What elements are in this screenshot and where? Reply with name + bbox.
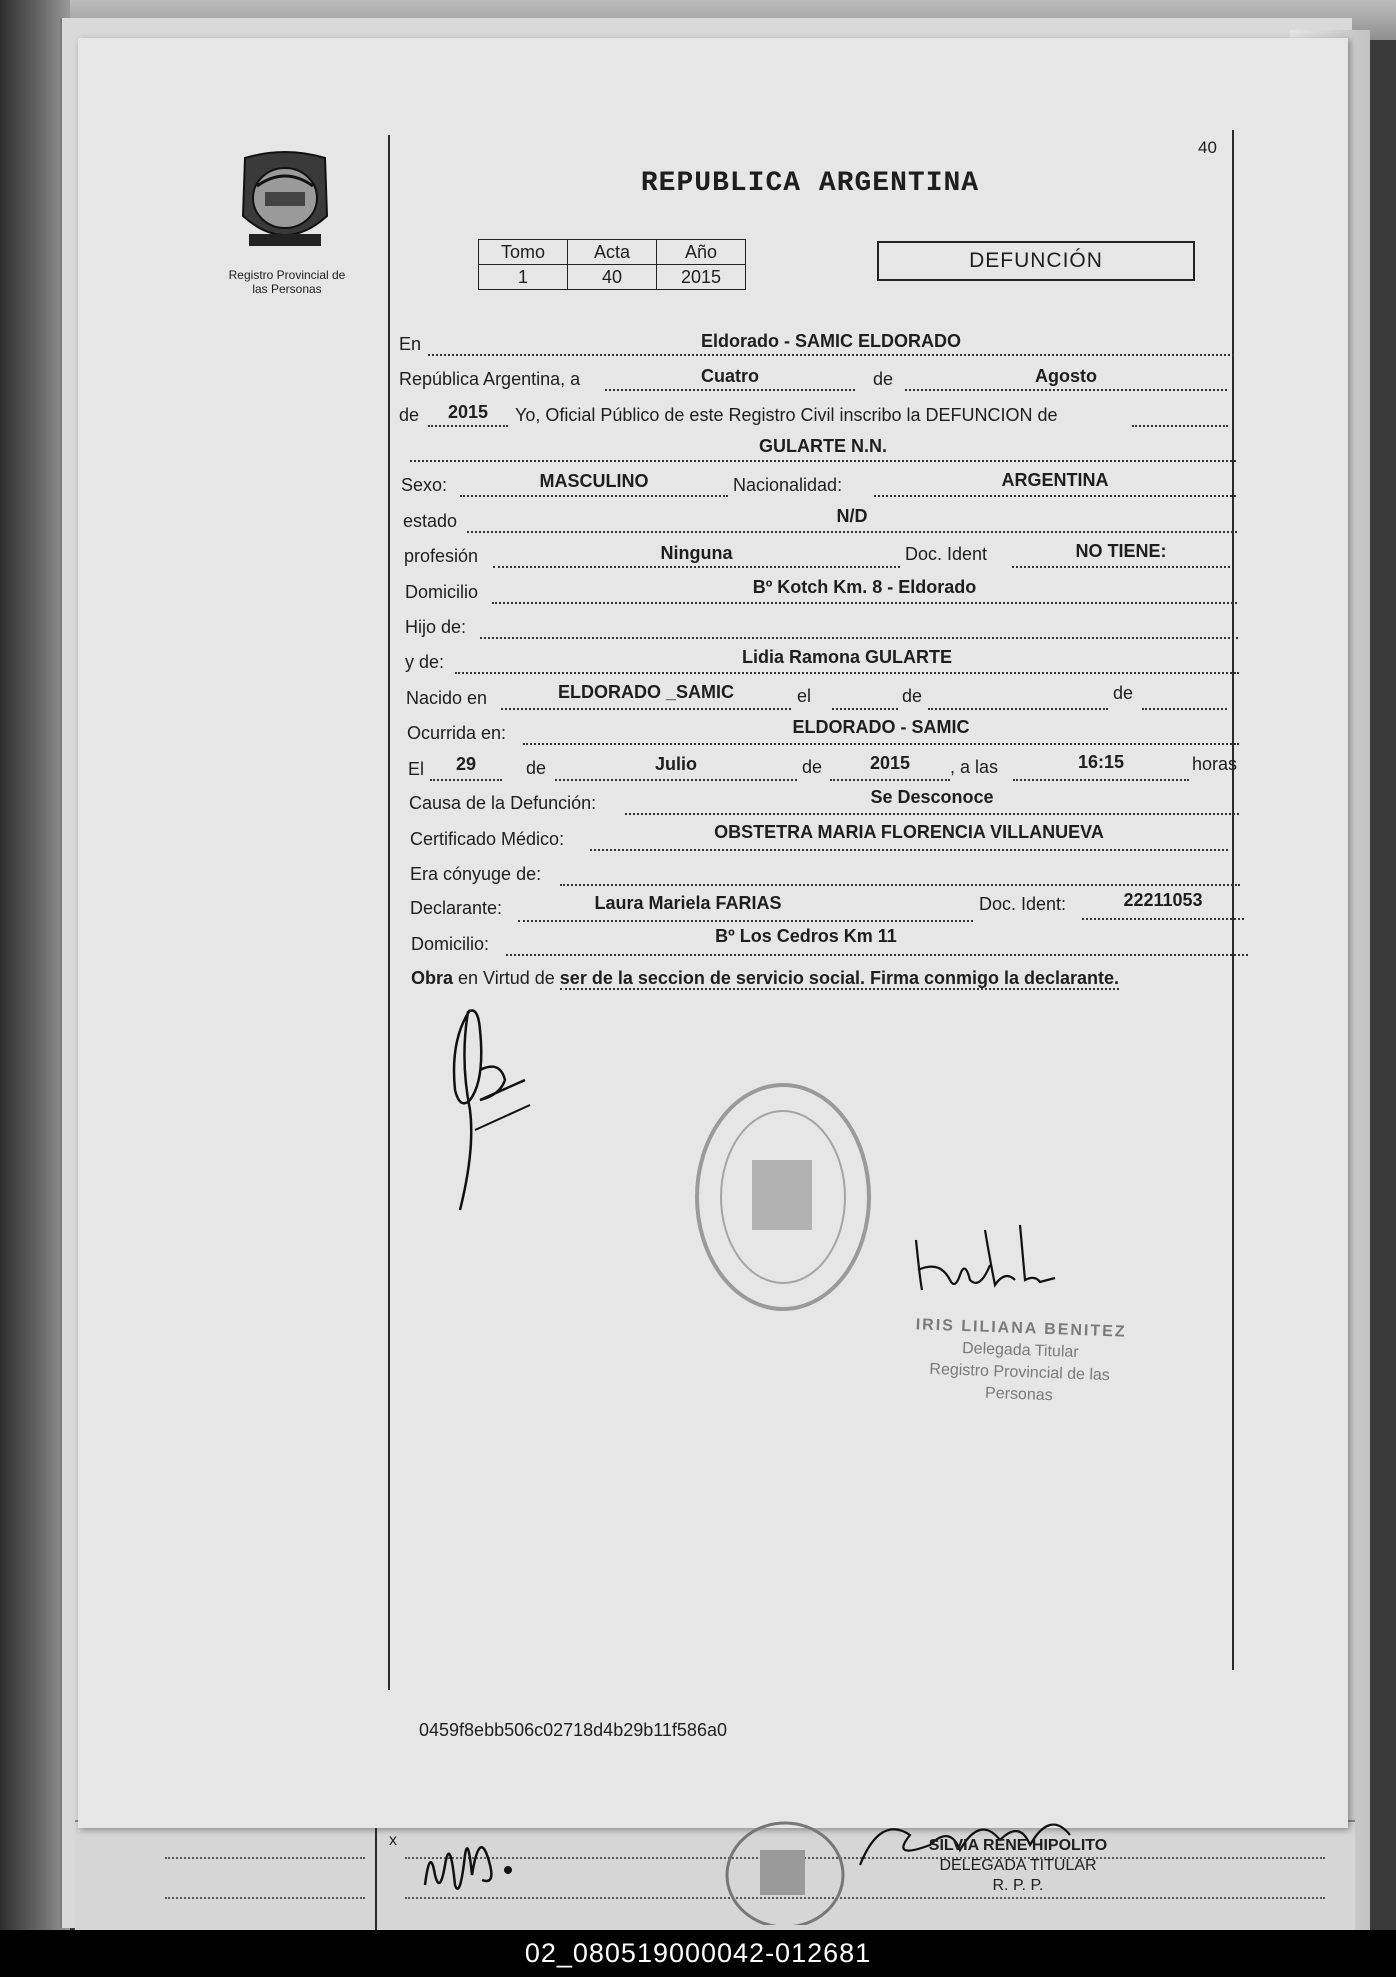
- value-domicilio: Bº Kotch Km. 8 - Eldorado: [752, 577, 977, 597]
- label-doc-ident: Doc. Ident: [905, 544, 988, 564]
- value-en: Eldorado - SAMIC ELDORADO: [701, 331, 961, 351]
- bottom-x-mark: x: [389, 1832, 397, 1849]
- obra-line: [411, 968, 1119, 989]
- value-doc-ident: NO TIENE:: [1075, 541, 1167, 561]
- document-hash: 0459f8ebb506c02718d4b29b11f586a0: [419, 1720, 727, 1740]
- officer-stamp-text: [899, 1314, 1142, 1410]
- fill-nacido-dia: [832, 688, 898, 710]
- acta-table: [478, 239, 746, 290]
- bottom-officer-stamp: [903, 1836, 1133, 1896]
- label-nacionalidad: Nacionalidad:: [733, 475, 843, 495]
- label-obra: Obra: [411, 968, 454, 988]
- label-oficial: Yo, Oficial Público de este Registro Civil inscribo la DEFUNCION de: [515, 405, 1058, 425]
- value-sexo: MASCULINO: [539, 471, 649, 491]
- label-obra-mid: en Virtud de: [458, 968, 555, 988]
- fill-conyuge: [560, 864, 1240, 886]
- acta-table-header-row: [479, 240, 746, 265]
- bottom-officer-org: R. P. P.: [992, 1877, 1044, 1894]
- value-nombre: GULARTE N.N.: [759, 436, 887, 456]
- province-seal-icon: [235, 146, 335, 256]
- fill-oficial: [1132, 405, 1228, 427]
- label-de: de: [873, 369, 894, 389]
- value-nacionalidad: ARGENTINA: [1001, 470, 1109, 490]
- official-round-stamp: [692, 1080, 874, 1315]
- registry-name: [212, 268, 362, 296]
- dotted-line: [405, 1897, 1325, 1899]
- value-profesion: Ninguna: [660, 543, 733, 563]
- value-fecha-anio: 2015: [869, 753, 911, 773]
- bottom-officer-name: SILVIA RENE HIPOLITO: [928, 1837, 1108, 1854]
- fill-nacido-mes: [928, 688, 1108, 710]
- value-y-de: Lidia Ramona GULARTE: [741, 647, 952, 667]
- label-conyuge: Era cónyuge de:: [410, 864, 542, 884]
- footer-code: 02_080519000042-012681: [524, 1938, 872, 1968]
- label-profesion: profesión: [404, 546, 479, 566]
- label-domicilio: Domicilio: [405, 582, 479, 602]
- label-certificado: Certificado Médico:: [410, 829, 565, 849]
- value-dia: Cuatro: [701, 366, 759, 386]
- bottom-left-signature: [420, 1815, 530, 1915]
- label-nacido: Nacido en: [406, 688, 488, 708]
- acta-table-value-row: [479, 265, 746, 290]
- acta-value-acta: 40: [568, 265, 657, 290]
- label-de4: de: [1113, 683, 1134, 703]
- label-y-de: y de:: [405, 652, 445, 672]
- declarant-signature: [440, 1000, 540, 1220]
- value-estado: N/D: [836, 506, 868, 526]
- label-declarante: Declarante:: [410, 898, 503, 918]
- value-certificado: OBSTETRA MARIA FLORENCIA VILLANUEVA: [714, 822, 1104, 842]
- value-doc-ident-2: 22211053: [1123, 890, 1203, 910]
- previous-page-strip: [75, 1820, 1355, 1932]
- label-de3: de: [902, 686, 923, 706]
- fill-nacido-anio: [1142, 688, 1227, 710]
- label-estado: estado: [403, 511, 458, 531]
- officer-signature: [910, 1220, 1060, 1300]
- stamp-org: Registro Provincial de las Personas: [929, 1360, 1111, 1405]
- label-republica: República Argentina, a: [399, 369, 581, 389]
- label-a-las: , a las: [950, 757, 999, 777]
- label-sexo: Sexo:: [401, 475, 448, 495]
- value-causa: Se Desconoce: [870, 787, 994, 807]
- value-hora: 16:15: [1077, 752, 1125, 772]
- label-el2: El: [408, 759, 425, 779]
- document-title: REPUBLICA ARGENTINA: [640, 168, 980, 199]
- dotted-line: [165, 1897, 365, 1899]
- value-domicilio-2: Bº Los Cedros Km 11: [715, 926, 897, 946]
- acta-value-tomo: 1: [479, 265, 568, 290]
- value-obra: ser de la seccion de servicio social. Firma conmigo la declarante.: [559, 968, 1120, 988]
- label-doc-ident-2: Doc. Ident:: [979, 894, 1067, 914]
- label-domicilio-2: Domicilio:: [411, 934, 490, 954]
- label-de6: de: [802, 757, 823, 777]
- acta-header-acta: Acta: [568, 240, 657, 265]
- registry-name-line2: las Personas: [252, 282, 322, 296]
- bottom-round-stamp: [720, 1815, 850, 1925]
- registry-name-line1: Registro Provincial de: [228, 268, 346, 282]
- acta-header-tomo: Tomo: [479, 240, 568, 265]
- label-ocurrida: Ocurrida en:: [407, 723, 507, 743]
- stamp-name: IRIS LILIANA BENITEZ: [915, 1316, 1127, 1341]
- value-fecha-mes: Julio: [654, 754, 697, 774]
- value-anio: 2015: [447, 402, 489, 422]
- page-number: 40: [1198, 138, 1217, 157]
- value-mes: Agosto: [1035, 366, 1097, 386]
- label-de2: de: [399, 405, 420, 425]
- value-fecha-dia: 29: [455, 754, 477, 774]
- label-el: el: [797, 686, 812, 706]
- fill-hijo: [480, 617, 1238, 639]
- label-de5: de: [526, 758, 547, 778]
- bottom-officer-role: DELEGADA TITULAR: [939, 1857, 1097, 1874]
- label-hijo: Hijo de:: [405, 617, 467, 637]
- dotted-line: [165, 1857, 365, 1859]
- acta-type-box: DEFUNCIÓN: [877, 241, 1195, 281]
- stamp-role: Delegada Titular: [961, 1339, 1079, 1362]
- acta-value-anio: 2015: [657, 265, 746, 290]
- acta-header-anio: Año: [657, 240, 746, 265]
- label-horas: horas: [1192, 754, 1238, 774]
- label-causa: Causa de la Defunción:: [409, 793, 597, 813]
- value-ocurrida: ELDORADO - SAMIC: [792, 717, 970, 737]
- divider: [375, 1822, 377, 1932]
- value-nacido: ELDORADO _SAMIC: [557, 682, 734, 702]
- left-margin-rule: [388, 135, 390, 1690]
- value-declarante: Laura Mariela FARIAS: [594, 893, 782, 913]
- label-en: En: [399, 334, 422, 354]
